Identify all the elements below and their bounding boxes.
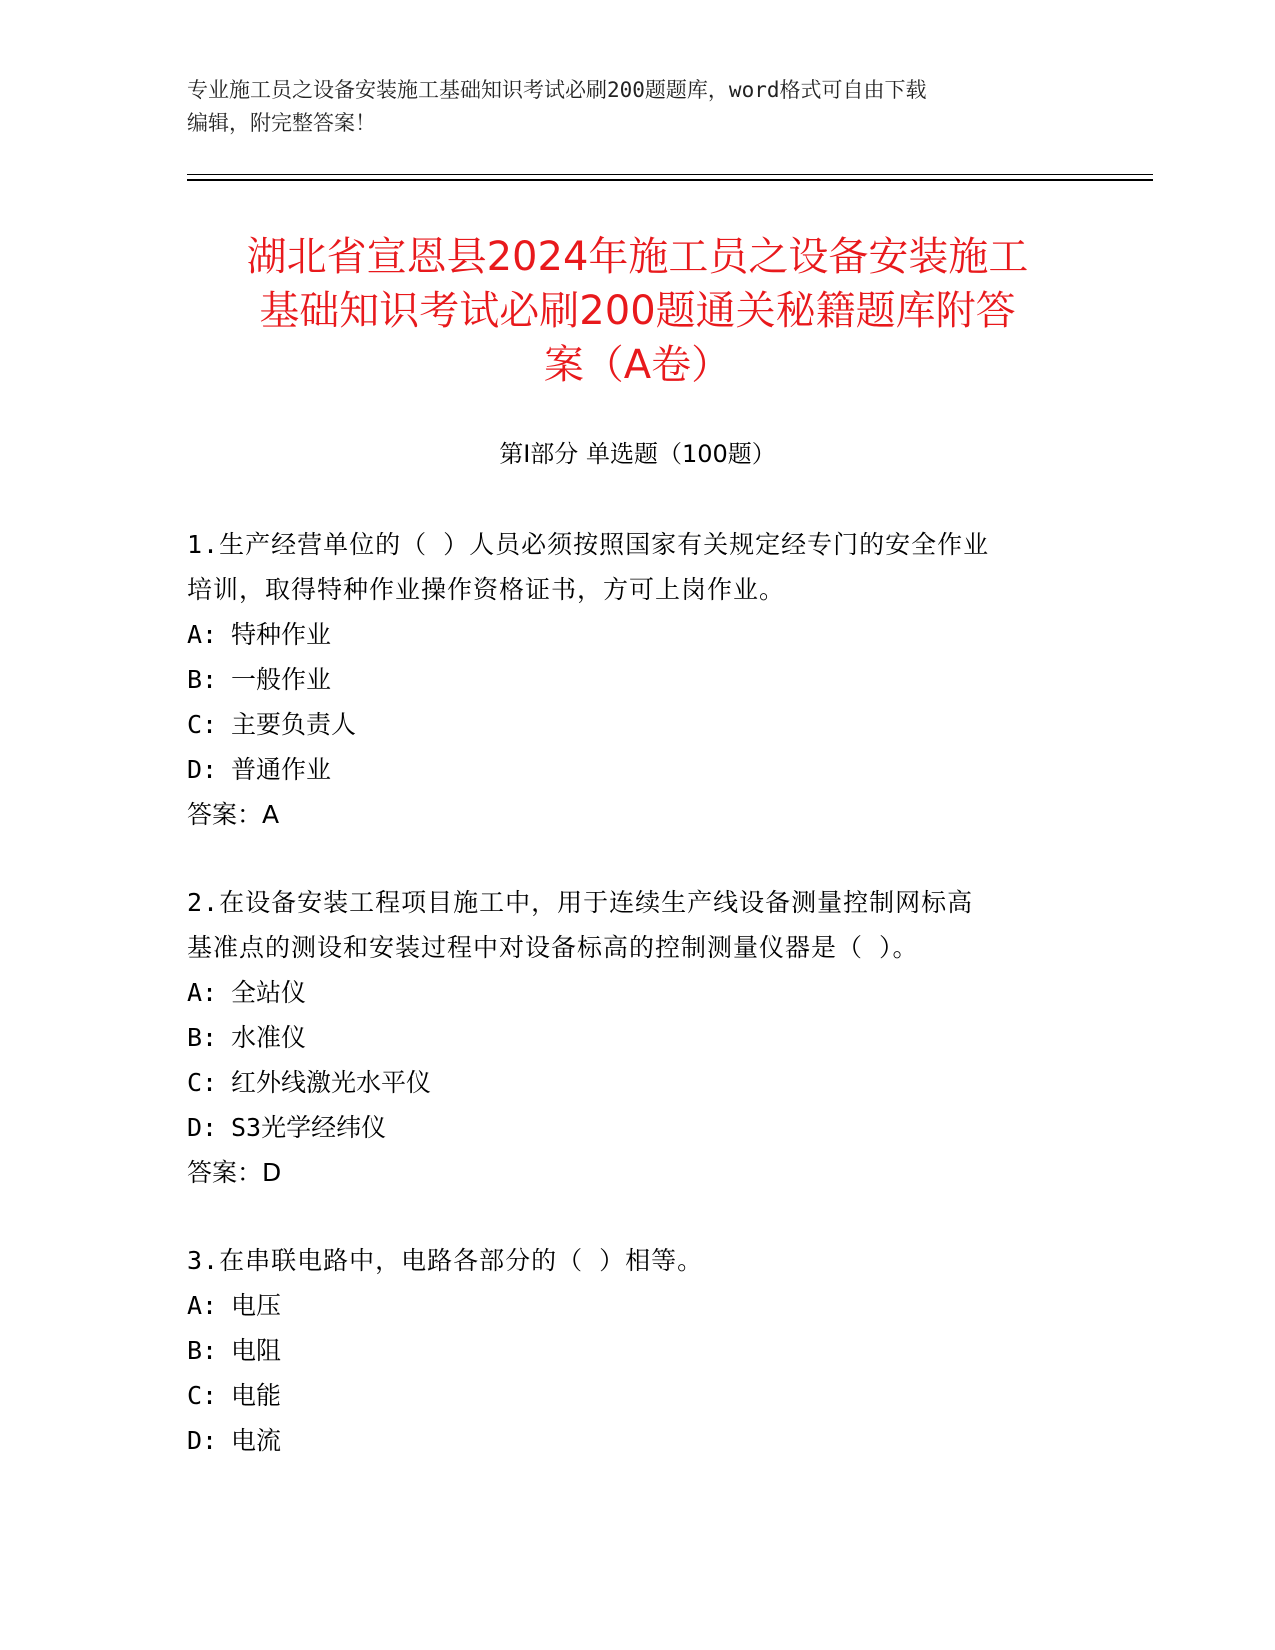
option-text: 电阻 (231, 1336, 282, 1365)
option-d (187, 1105, 1077, 1150)
question-stem-line: 3.在串联电路中，电路各部分的（ ）相等。 (187, 1246, 704, 1275)
option-text: 特种作业 (231, 620, 332, 649)
title-line-2: 基础知识考试必刷200题通关秘籍题库附答 (259, 288, 1016, 334)
header-divider-thin (187, 174, 1153, 175)
option-letter: B: (187, 1336, 218, 1365)
question-stem (187, 880, 1077, 970)
option-letter: C: (187, 1381, 218, 1410)
header-note-line-2: 编辑，附完整答案！ (187, 111, 376, 135)
option-b (187, 1328, 1077, 1373)
question-stem (187, 522, 1077, 612)
option-b (187, 1015, 1077, 1060)
answer-line: 答案：D (187, 1158, 282, 1187)
option-letter: A: (187, 978, 218, 1007)
document-title (150, 230, 1125, 392)
option-text: 电流 (231, 1426, 282, 1455)
option-a (187, 970, 1077, 1015)
option-text: 全站仪 (231, 978, 307, 1007)
option-c (187, 1060, 1077, 1105)
option-letter: D: (187, 755, 218, 784)
option-letter: A: (187, 620, 218, 649)
question-stem-line: 2.在设备安装工程项目施工中，用于连续生产线设备测量控制网标高 (187, 888, 974, 917)
option-text: 水准仪 (231, 1023, 307, 1052)
option-text: 主要负责人 (231, 710, 357, 739)
header-note (187, 74, 1067, 140)
option-text: 红外线激光水平仪 (231, 1068, 432, 1097)
option-letter: D: (187, 1113, 218, 1142)
option-letter: D: (187, 1426, 218, 1455)
question-2 (187, 880, 1077, 1195)
question-1 (187, 522, 1077, 837)
question-list (187, 522, 1077, 1506)
option-text: 普通作业 (231, 755, 332, 784)
option-a (187, 612, 1077, 657)
option-letter: B: (187, 1023, 218, 1052)
title-line-1: 湖北省宣恩县2024年施工员之设备安装施工 (246, 234, 1029, 280)
question-stem-line: 基准点的测设和安装过程中对设备标高的控制测量仪器是（ ）。 (187, 933, 919, 962)
option-b (187, 657, 1077, 702)
option-text: S3光学经纬仪 (231, 1113, 387, 1142)
answer-line: 答案：A (187, 800, 280, 829)
option-a (187, 1283, 1077, 1328)
section-heading: 第Ⅰ部分 单选题（100题） (499, 440, 776, 468)
option-text: 一般作业 (231, 665, 332, 694)
option-letter: C: (187, 1068, 218, 1097)
option-letter: A: (187, 1291, 218, 1320)
question-stem-line: 1.生产经营单位的（ ）人员必须按照国家有关规定经专门的安全作业 (187, 530, 990, 559)
header-divider-thick (187, 179, 1153, 181)
option-letter: C: (187, 710, 218, 739)
question-3 (187, 1238, 1077, 1463)
option-text: 电压 (231, 1291, 282, 1320)
question-stem (187, 1238, 1077, 1283)
option-text: 电能 (231, 1381, 282, 1410)
question-stem-line: 培训，取得特种作业操作资格证书，方可上岗作业。 (187, 575, 786, 604)
title-line-3: 案（A卷） (543, 342, 732, 388)
option-c (187, 1373, 1077, 1418)
option-d (187, 747, 1077, 792)
header-note-line-1: 专业施工员之设备安装施工基础知识考试必刷200题题库，word格式可自由下载 (187, 78, 927, 102)
option-letter: B: (187, 665, 218, 694)
option-d (187, 1418, 1077, 1463)
option-c (187, 702, 1077, 747)
